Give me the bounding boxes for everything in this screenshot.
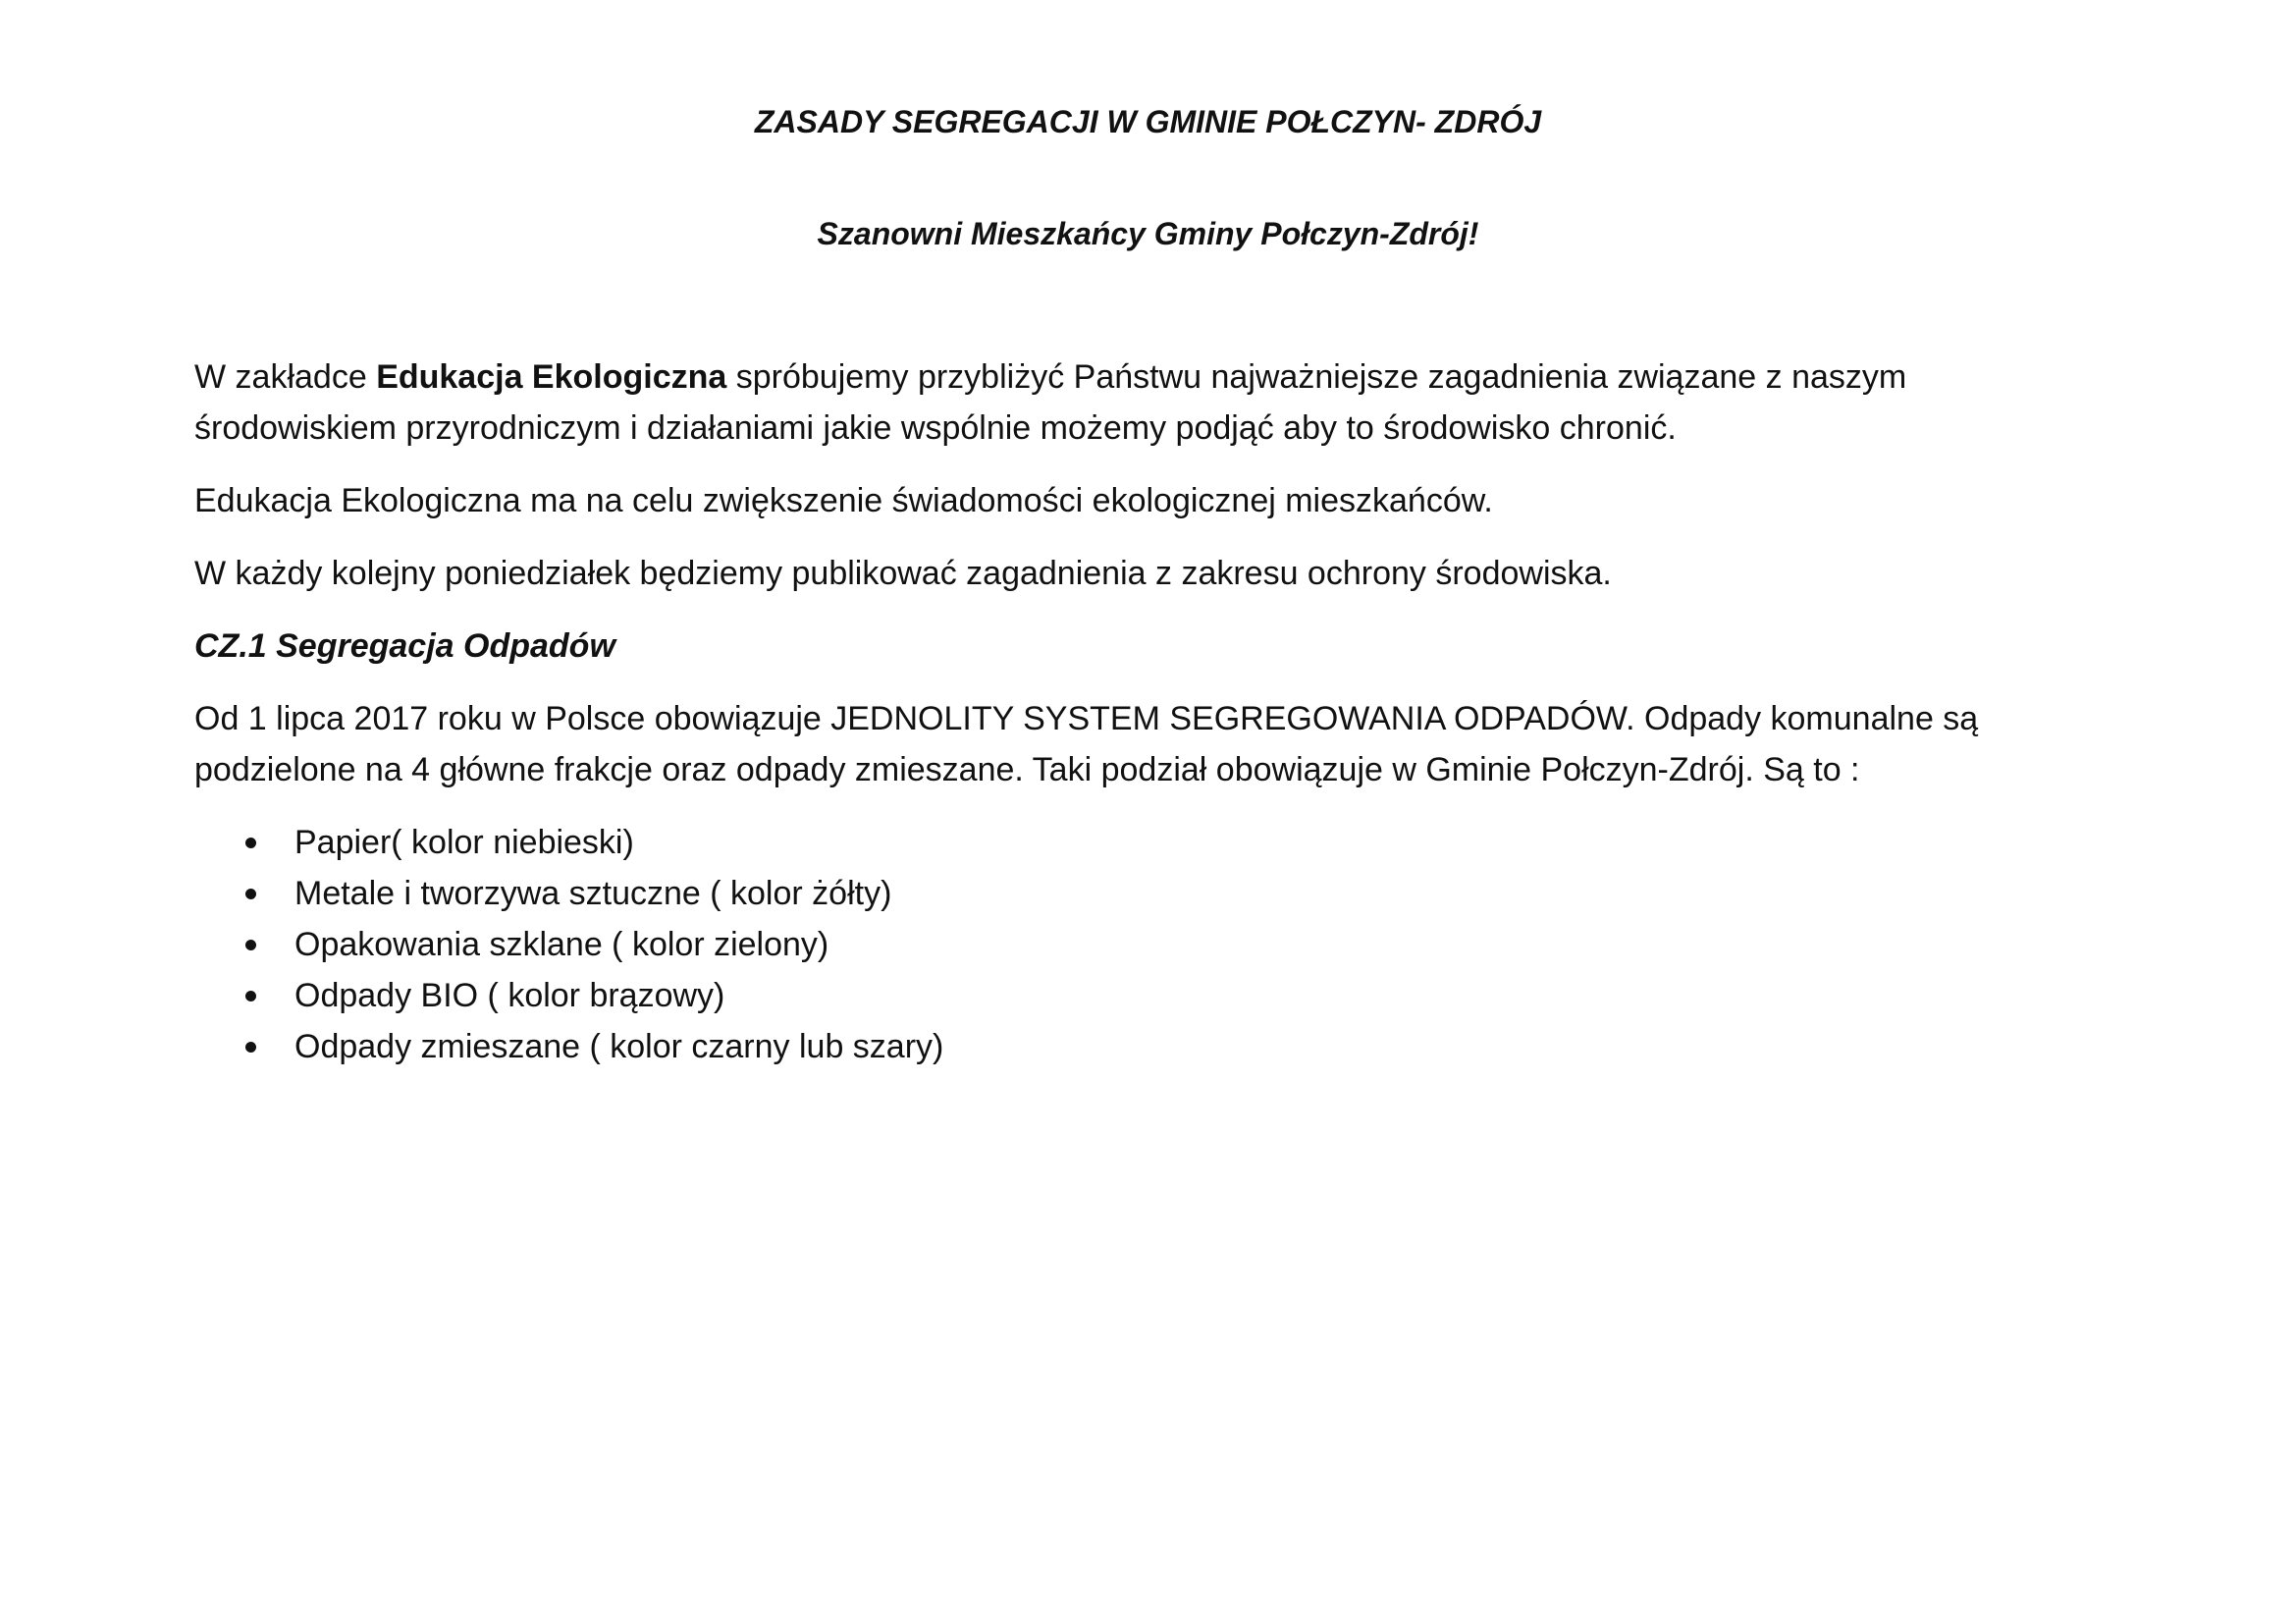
- list-item-text: Odpady zmieszane ( kolor czarny lub szary): [294, 1028, 944, 1065]
- document-title: ZASADY SEGREGACJI W GMINIE POŁCZYN- ZDRÓJ: [754, 104, 1542, 139]
- list-item: [194, 1021, 2059, 1072]
- list-item-text: Odpady BIO ( kolor brązowy): [294, 977, 725, 1014]
- list-item-text: Papier( kolor niebieski): [294, 824, 634, 861]
- list-item-text: Opakowania szklane ( kolor zielony): [294, 926, 829, 963]
- bullet-icon: [245, 838, 256, 848]
- bullet-icon: [245, 991, 256, 1001]
- list-item: [194, 817, 2059, 868]
- goal-paragraph: Edukacja Ekologiczna ma na celu zwiększenie świadomości ekologicznej mieszkańców.: [194, 482, 1493, 519]
- greeting-heading: Szanowni Mieszkańcy Gminy Połczyn-Zdrój!: [817, 216, 1479, 251]
- document-body: [194, 352, 2059, 1072]
- list-item: [194, 970, 2059, 1021]
- weekly-paragraph: W każdy kolejny poniedziałek będziemy publikować zagadnienia z zakresu ochrony środowiska.: [194, 555, 1612, 592]
- intro-paragraph: [194, 352, 2059, 454]
- intro-bold-tab-name: Edukacja Ekologiczna: [376, 358, 727, 396]
- section-heading: CZ.1 Segregacja Odpadów: [194, 627, 615, 665]
- intro-text-start: W zakładce: [194, 358, 377, 396]
- list-item: [194, 868, 2059, 919]
- bullet-icon: [245, 940, 256, 950]
- bullet-icon: [245, 889, 256, 899]
- intro-text-end: spróbujemy przybliżyć Państwu najważniejsze zagadnienia związane z naszym: [726, 358, 1907, 396]
- bullet-icon: [245, 1042, 256, 1053]
- list-item: [194, 919, 2059, 970]
- waste-fractions-list: [194, 817, 2059, 1072]
- intro-text-line2: środowiskiem przyrodniczym i działaniami jakie wspólnie możemy podjąć aby to środowisko chronić.: [194, 409, 1677, 447]
- system-text-line2: podzielone na 4 główne frakcje oraz odpady zmieszane. Taki podział obowiązuje w Gminie Połczyn-Zdrój. Są to :: [194, 751, 1860, 788]
- list-item-text: Metale i tworzywa sztuczne ( kolor żółty): [294, 875, 892, 912]
- system-paragraph: [194, 693, 2059, 795]
- system-text-line1: Od 1 lipca 2017 roku w Polsce obowiązuje JEDNOLITY SYSTEM SEGREGOWANIA ODPADÓW. Odpady komunalne są: [194, 700, 1979, 737]
